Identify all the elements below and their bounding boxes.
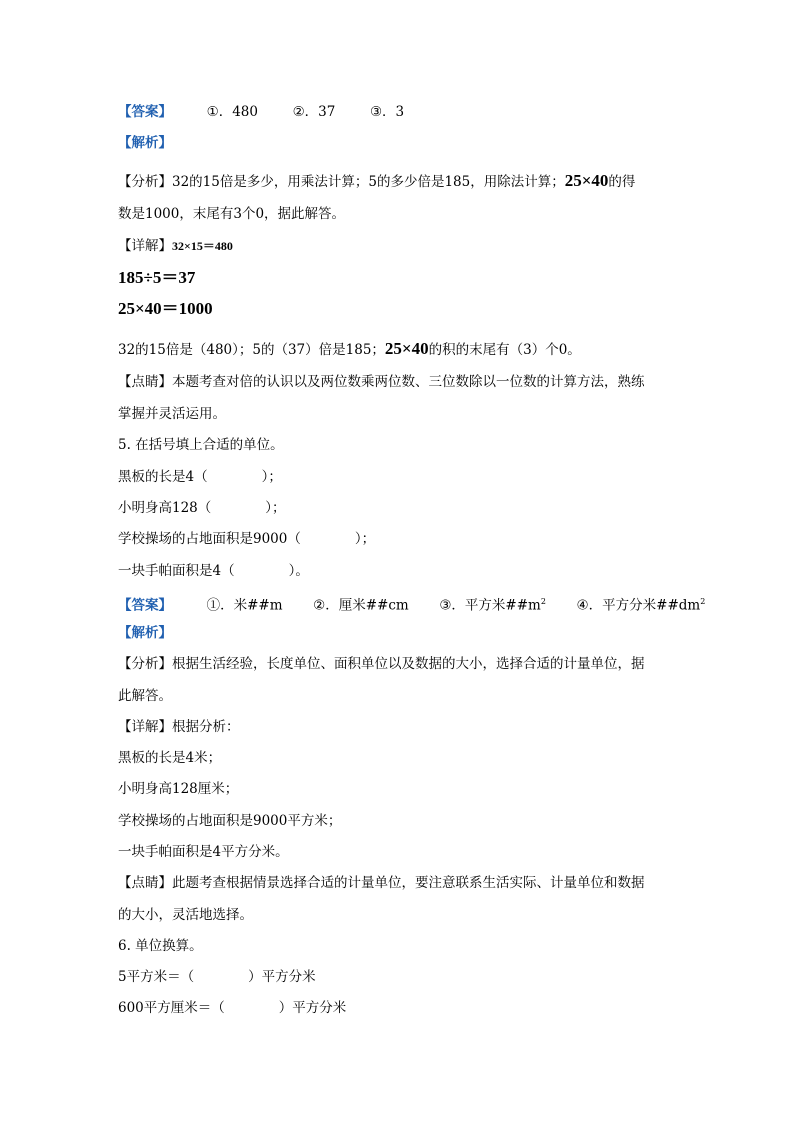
q6-title bbox=[118, 937, 203, 955]
superscript: 2 bbox=[700, 597, 706, 606]
detail-line: 一块手帕面积是4平方分米。 bbox=[118, 844, 289, 860]
q5-answer-line bbox=[118, 593, 705, 615]
xiangjie-text: 根据分析： bbox=[172, 719, 240, 735]
q5-dianjing-line2 bbox=[118, 906, 253, 924]
answer-4: ④．平方分米##dm bbox=[576, 597, 701, 614]
q4-fenxi-line2 bbox=[118, 205, 345, 223]
dianjing-text-line2: 的大小，灵活地选择。 bbox=[118, 907, 253, 923]
q4-xiangjie-line bbox=[118, 237, 233, 255]
q5-detail-2 bbox=[118, 780, 238, 798]
fenxi-tag: 【分析】 bbox=[118, 174, 172, 190]
equation-2-line bbox=[118, 269, 195, 288]
answer-tag: 【答案】 bbox=[118, 597, 172, 614]
xiangjie-tag: 【详解】 bbox=[118, 238, 172, 254]
equation-1: 32×15＝480 bbox=[172, 239, 233, 253]
fenxi-tag: 【分析】 bbox=[118, 656, 172, 672]
question-item: 5平方米＝（ ）平方分米 bbox=[118, 969, 316, 985]
question-item: 一块手帕面积是4（ ）。 bbox=[118, 563, 309, 579]
jiexi-tag: 【解析】 bbox=[118, 135, 172, 151]
summary-text: 32的15倍是（480）；5的（37）倍是185； bbox=[118, 342, 385, 358]
dianjing-tag: 【点睛】 bbox=[118, 374, 172, 390]
q5-detail-4 bbox=[118, 843, 289, 861]
q5-detail-3 bbox=[118, 812, 341, 830]
q5-title bbox=[118, 436, 284, 454]
q5-fenxi-line1 bbox=[118, 655, 645, 673]
q4-fenxi-line1 bbox=[118, 172, 635, 191]
q5-jiexi bbox=[118, 624, 172, 642]
q5-item-1 bbox=[118, 468, 282, 486]
q6-item-1 bbox=[118, 968, 316, 986]
detail-line: 学校操场的占地面积是9000平方米； bbox=[118, 813, 342, 829]
fenxi-math: 25×40 bbox=[564, 171, 609, 190]
q5-detail-1 bbox=[118, 749, 221, 767]
question-title: 5. 在括号填上合适的单位。 bbox=[118, 437, 284, 453]
q5-item-3 bbox=[118, 530, 375, 548]
dianjing-tag: 【点睛】 bbox=[118, 875, 172, 891]
equation-2: 185÷5＝37 bbox=[118, 268, 196, 287]
jiexi-tag: 【解析】 bbox=[118, 625, 172, 641]
summary-text-end: 的积的末尾有（3）个0。 bbox=[428, 342, 581, 358]
answer-1: ①．480 bbox=[206, 104, 258, 120]
fenxi-text-line2: 此解答。 bbox=[118, 688, 172, 704]
question-item: 黑板的长是4（ ）； bbox=[118, 469, 282, 485]
answer-tag: 【答案】 bbox=[118, 104, 172, 120]
q5-xiangjie-line bbox=[118, 718, 240, 736]
q4-dianjing-line1 bbox=[118, 373, 645, 391]
q4-dianjing-line2 bbox=[118, 405, 226, 423]
q4-answer-line bbox=[118, 103, 404, 121]
fenxi-text: 32的15倍是多少，用乘法计算；5的多少倍是185，用除法计算； bbox=[172, 174, 565, 190]
question-title: 6. 单位换算。 bbox=[118, 938, 203, 954]
answer-2: ②．厘米##cm bbox=[313, 597, 409, 614]
dianjing-text: 此题考查根据情景选择合适的计量单位，要注意联系生活实际、计量单位和数据 bbox=[172, 875, 645, 891]
equation-3: 25×40＝1000 bbox=[118, 299, 213, 318]
question-item: 小明身高128（ ）； bbox=[118, 500, 286, 516]
q5-fenxi-line2 bbox=[118, 687, 172, 705]
fenxi-text: 根据生活经验，长度单位、面积单位以及数据的大小，选择合适的计量单位，据 bbox=[172, 656, 645, 672]
question-item: 600平方厘米＝（ ）平方分米 bbox=[118, 1000, 347, 1016]
detail-line: 小明身高128厘米； bbox=[118, 781, 239, 797]
dianjing-text: 本题考查对倍的认识以及两位数乘两位数、三位数除以一位数的计算方法，熟练 bbox=[172, 374, 645, 390]
fenxi-text-line2: 数是1000，末尾有3个0，据此解答。 bbox=[118, 206, 346, 222]
answer-2: ②．37 bbox=[292, 104, 336, 120]
superscript: 2 bbox=[540, 597, 546, 606]
q6-item-2 bbox=[118, 999, 346, 1017]
answer-1: ①．米##m bbox=[206, 597, 283, 614]
answer-3: ③．3 bbox=[369, 104, 405, 120]
q4-jiexi bbox=[118, 134, 172, 152]
fenxi-text-end: 的得 bbox=[608, 174, 636, 190]
equation-3-line bbox=[118, 300, 213, 319]
question-item: 学校操场的占地面积是9000（ ）； bbox=[118, 531, 376, 547]
q5-item-2 bbox=[118, 499, 286, 517]
summary-math: 25×40 bbox=[384, 339, 429, 358]
q5-item-4 bbox=[118, 562, 309, 580]
dianjing-text-line2: 掌握并灵活运用。 bbox=[118, 406, 226, 422]
q5-dianjing-line1 bbox=[118, 874, 645, 892]
answer-3: ③．平方米##m bbox=[439, 597, 541, 614]
q4-summary-line bbox=[118, 340, 581, 359]
detail-line: 黑板的长是4米； bbox=[118, 750, 222, 766]
xiangjie-tag: 【详解】 bbox=[118, 719, 172, 735]
